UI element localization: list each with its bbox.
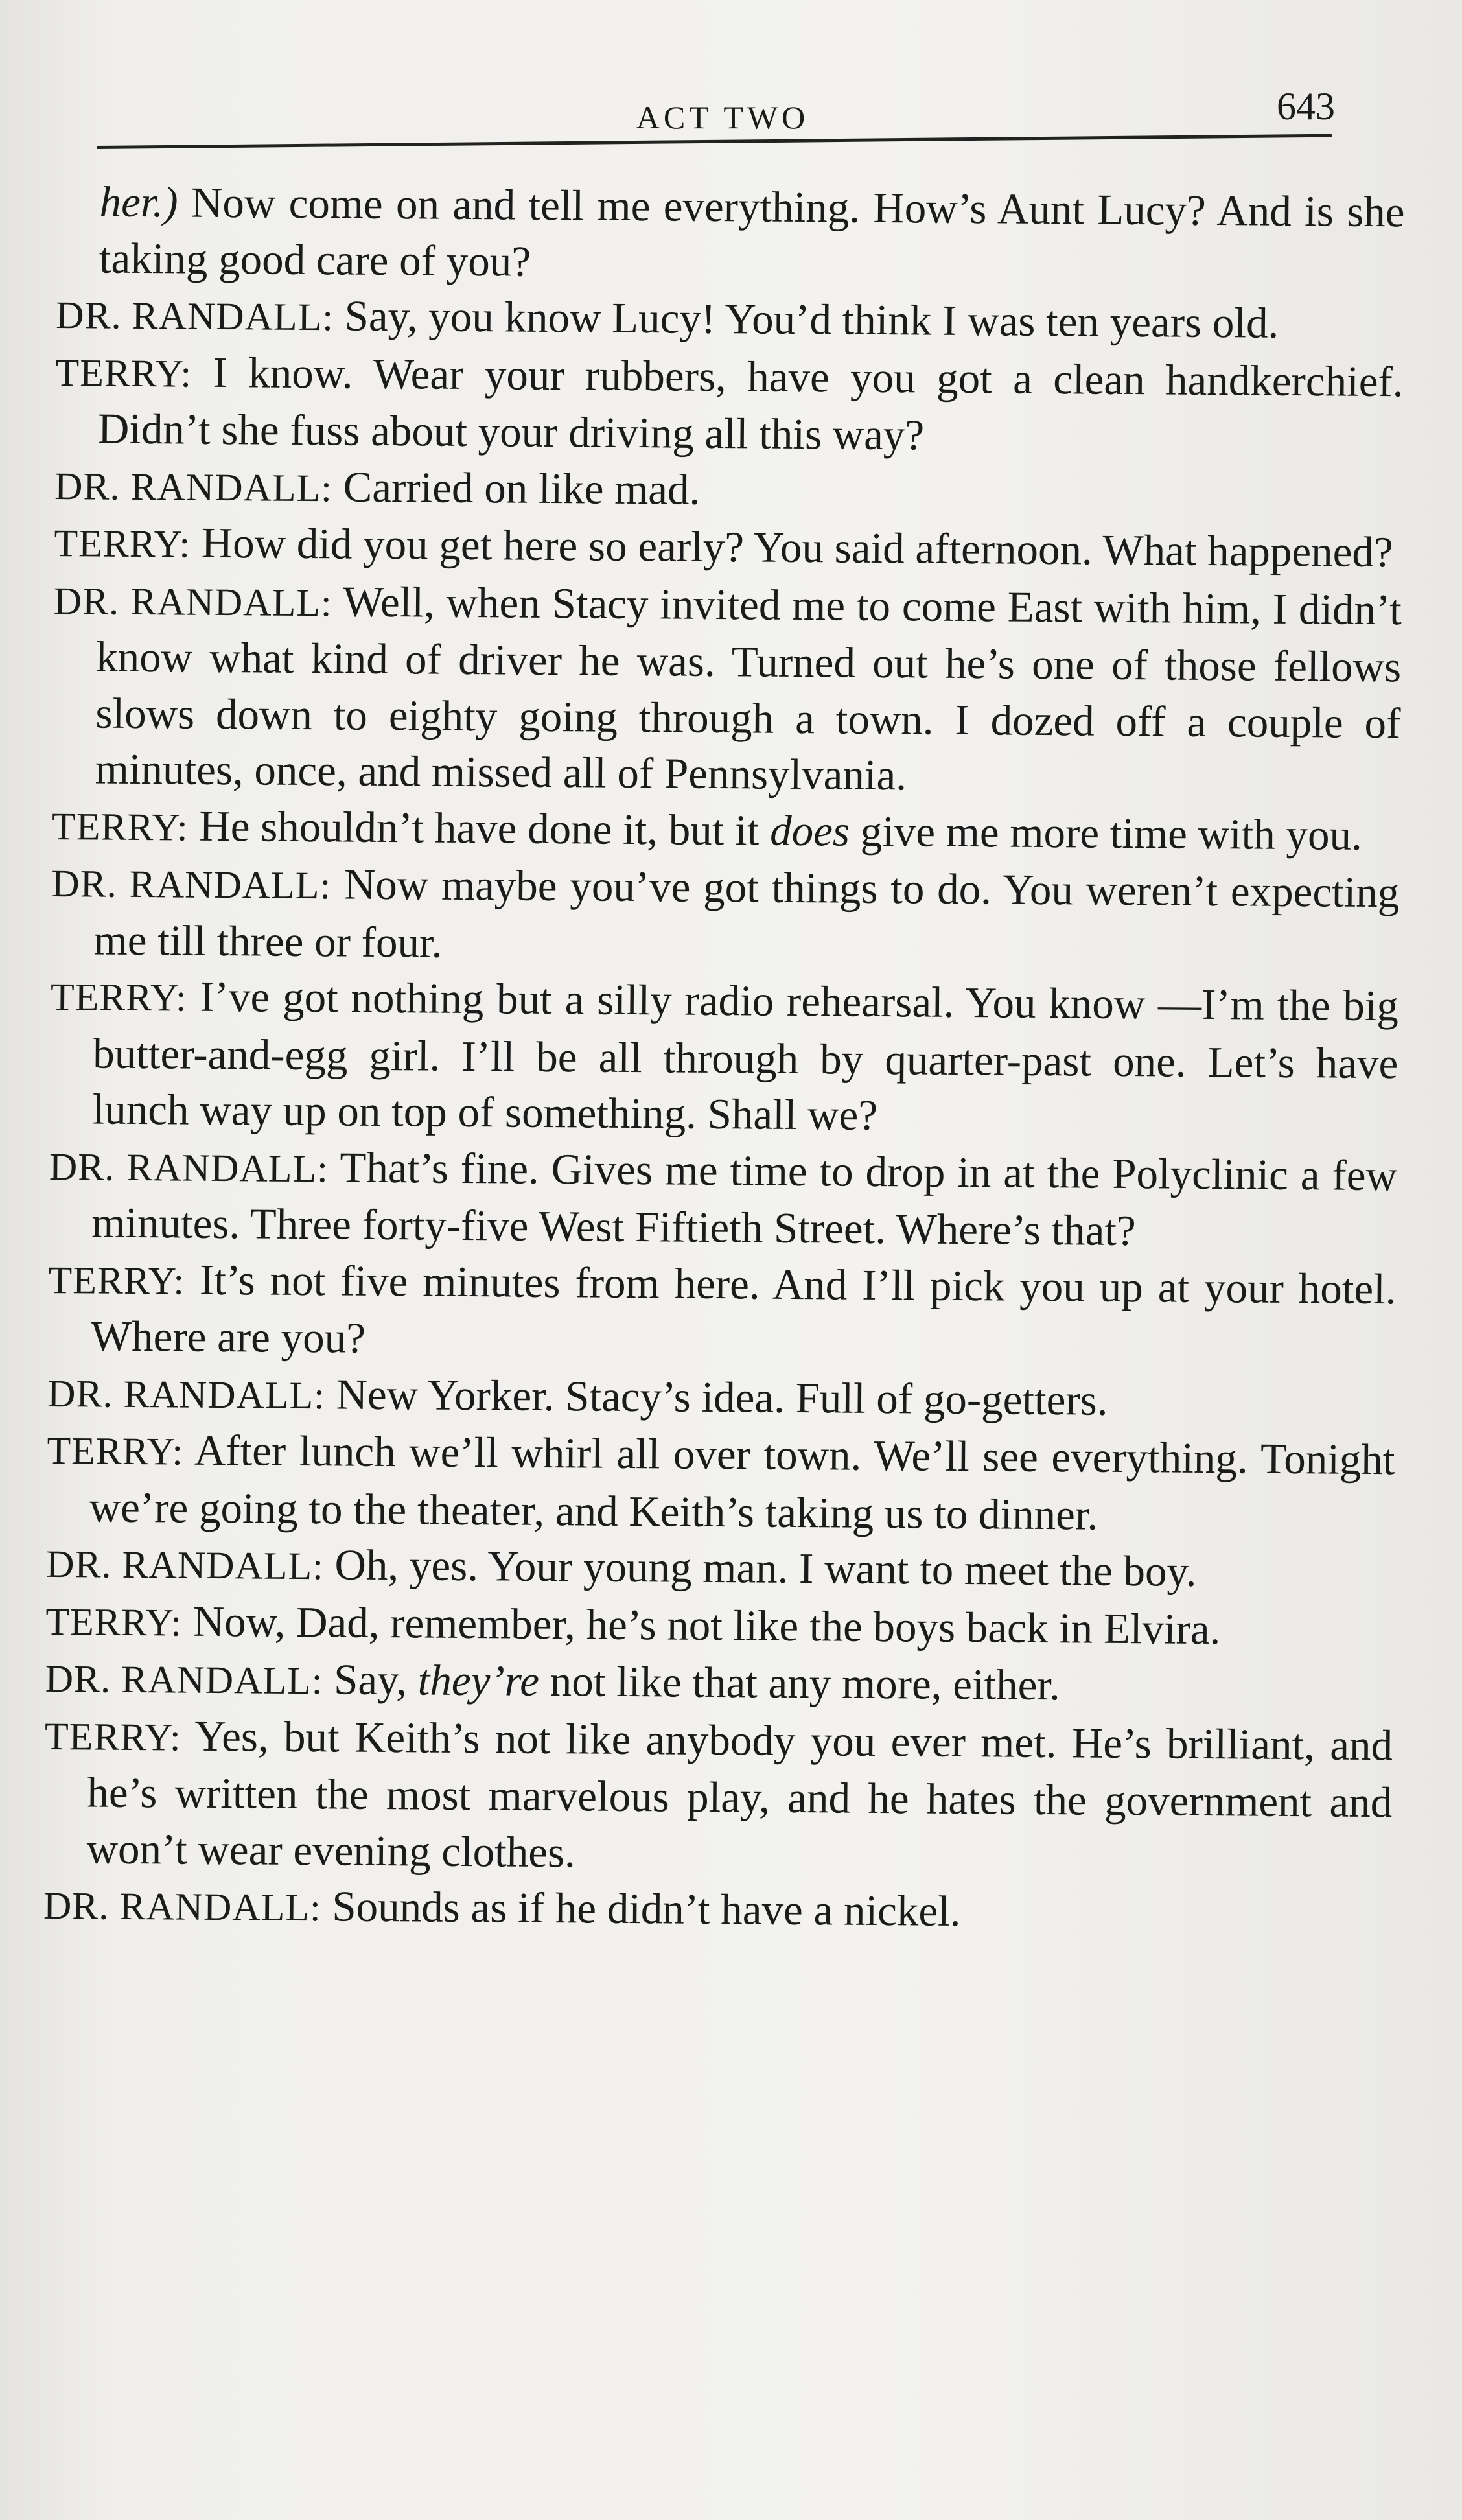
speech [43,1876,1392,1944]
speech [45,1592,1394,1660]
speaker-name: DR. RANDALL : [54,579,332,624]
speech [47,1364,1396,1432]
emphasized-word: does [769,806,850,856]
speech [49,968,1398,1148]
speech [49,1137,1397,1261]
speech [52,797,1400,865]
speaker-name: DR. RANDALL : [51,862,331,907]
speech [54,456,1403,524]
speech-text: After lunch we’ll whirl all over town. We’ll see everything. Tonight we’re going to the theater, and Keith’s taking us to dinner. [89,1426,1395,1539]
speaker-name: DR. RANDALL : [54,464,332,509]
speech-text: Carried on like mad. [332,462,701,514]
speaker-name: DR. RANDALL : [43,1884,321,1929]
speech-text: He shouldn’t have done it, but it [188,802,771,855]
speech-text: Sounds as if he didn’t have a nickel. [321,1882,961,1936]
running-head: ACT TWO [636,99,809,135]
speech-text: Now come on and tell me everything. How’s Aunt Lucy? And is she taking good care of you? [99,178,1405,286]
speech-continuation [56,174,1405,296]
speech-text: I know. Wear your rubbers, have you got a clean handkerchief. Didn’t she fuss about your driving all this way? [97,348,1404,460]
speech-text: Well, when Stacy invited me to come East with him, I didn’t know what kind of driver he was. Turned out he’s one of those fellows slows down to eighty going through a town. I dozed off a couple of minutes, once, and missed all of Pennsylvania. [95,577,1402,800]
speech [54,514,1402,582]
speech-text: That’s fine. Gives me time to drop in at the Polyclinic a few minutes. Three forty-five West Fiftieth Street. Where’s that? [91,1143,1398,1255]
speaker-name: TERRY : [47,1429,183,1473]
speech-text: How did you get here so early? You said afternoon. What happened? [190,519,1393,577]
speech-text: Oh, yes. Your young man. I want to meet the boy. [323,1541,1197,1596]
speaker-name: DR. RANDALL : [49,1145,329,1189]
speaker-name: TERRY : [55,351,192,395]
speech-text: give me more time with you. [849,807,1363,859]
speaker-name: TERRY : [52,804,189,848]
speech-text: Now maybe you’ve got things to do. You weren’t expecting me till three or four. [93,860,1400,967]
speech-text: Now, Dad, remember, he’s not like the boys back in Elvira. [181,1597,1221,1653]
speech [52,571,1402,807]
speech-text: I’ve got nothing but a silly radio rehearsal. You know —I’m the big butter-and-egg girl. I’ll be all through by quarter-past one. Let’s have lunch way up on top of something. Shall we? [92,972,1399,1139]
speech [47,1421,1395,1545]
speaker-name: DR. RANDALL : [46,1543,324,1587]
speech-text: New Yorker. Stacy’s idea. Full of go-getters. [325,1370,1108,1425]
stage-direction: her.) [99,178,178,227]
speech-text: It’s not five minutes from here. And I’ll pick you up at your hotel. Where are you? [90,1255,1397,1362]
speech-text: Say, [323,1655,419,1705]
speaker-name: TERRY : [45,1600,182,1644]
speech [46,1535,1395,1603]
speech [51,854,1399,978]
speaker-name: DR. RANDALL : [47,1371,325,1416]
speech [43,1707,1393,1887]
speech-text: Yes, but Keith’s not like anybody you ever met. He’s brilliant, and he’s written the most marvelous play, and he hates the government and won’t wear evening clothes. [86,1712,1393,1876]
page-header [97,84,1348,143]
dialogue-body [43,174,1405,1944]
speech [56,286,1404,354]
speech-text: Say, you know Lucy! You’d think I was ten years old. [333,292,1279,347]
emphasized-word: they’re [417,1656,540,1705]
speech-text: not like that any more, either. [539,1657,1061,1710]
page-number: 643 [1277,85,1335,128]
speaker-name: TERRY : [48,1258,185,1302]
speech [55,343,1404,467]
speech [45,1650,1393,1718]
speaker-name: DR. RANDALL : [45,1657,323,1702]
speaker-name: TERRY : [45,1714,181,1758]
speaker-name: TERRY : [51,975,187,1020]
speech [48,1250,1397,1374]
speaker-name: TERRY : [54,522,191,566]
speaker-name: DR. RANDALL : [56,294,334,338]
